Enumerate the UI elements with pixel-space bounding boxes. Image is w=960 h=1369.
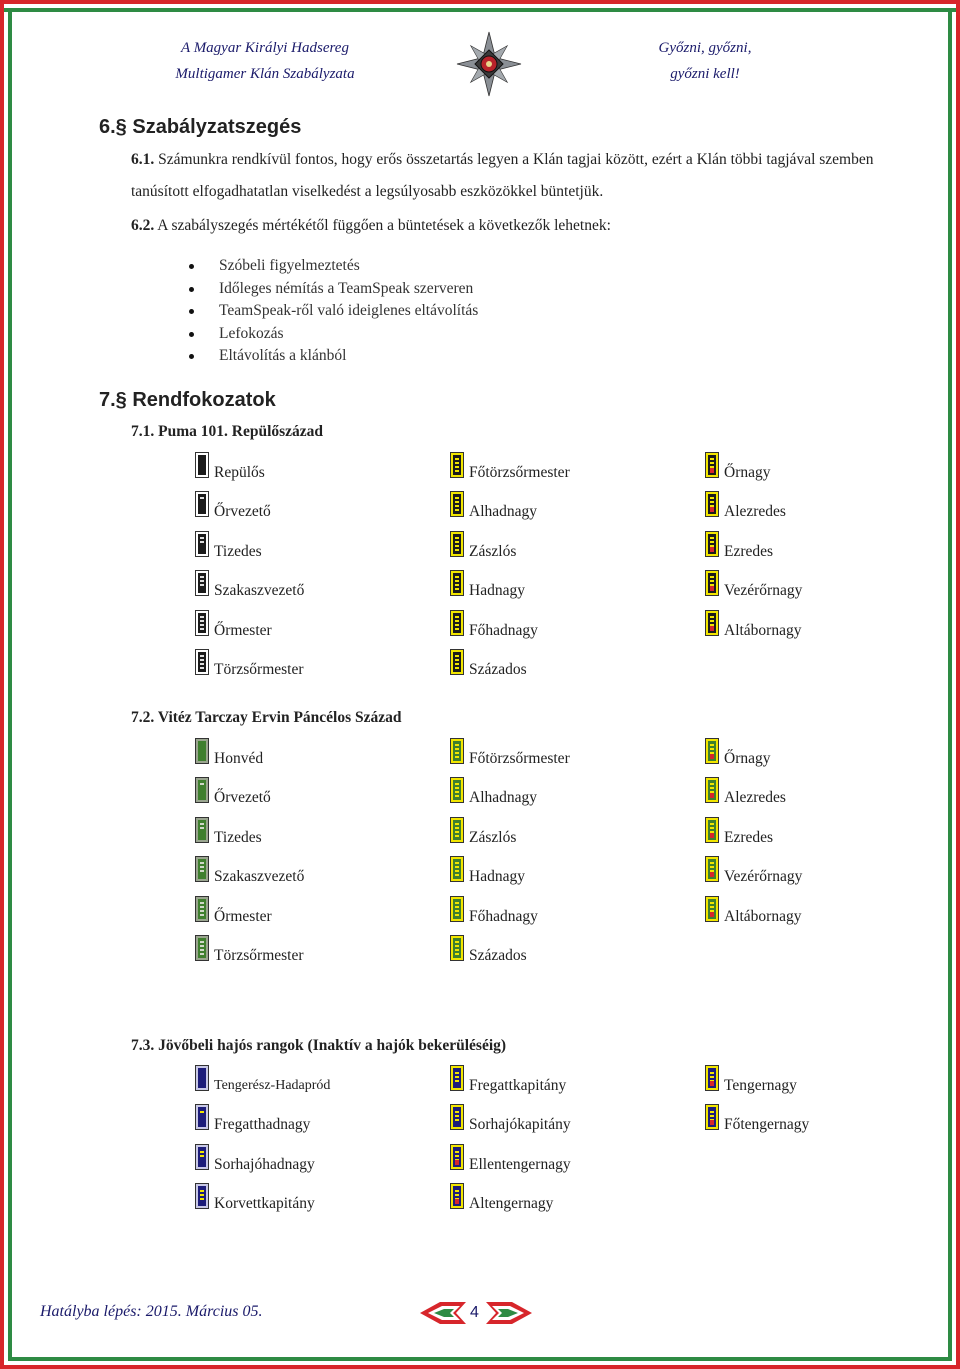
rank-entry [450, 1110, 571, 1134]
header-right [600, 35, 810, 87]
header-org-name: A Magyar Királyi Hadsereg [181, 40, 349, 56]
rank-entry [195, 823, 262, 847]
paragraph-6-1-text: Számunkra rendkívül fontos, hogy erős összetartás legyen a Klán tagjai között, ezért a Klán többi tagjával szemben tanúsított elfogadhatatlan viselkedést a legsúlyosabb eszközökkel büntetjük. [131, 151, 874, 200]
navy-rank-insignia-icon [195, 1104, 209, 1130]
tank-rank-insignia-icon [195, 817, 209, 843]
tank-rank-insignia-icon [450, 817, 464, 843]
air-rank-insignia-icon [450, 491, 464, 517]
rank-entry [195, 744, 263, 768]
list-item: Szóbeli figyelmeztetés [189, 255, 478, 278]
tank-rank-insignia-icon [705, 777, 719, 803]
rank-label: Alezredes [724, 789, 786, 807]
tank-rank-insignia-icon [705, 856, 719, 882]
navy-rank-insignia-icon [195, 1065, 209, 1091]
navy-rank-insignia-icon [705, 1104, 719, 1130]
air-rank-insignia-icon [195, 452, 209, 478]
rank-entry [705, 576, 802, 600]
rank-label: Tengerész-Hadapród [214, 1078, 331, 1093]
header-motto-1: Győzni, győzni, [658, 40, 752, 56]
tank-rank-insignia-icon [195, 896, 209, 922]
rank-entry [705, 537, 773, 561]
penalty-list [189, 255, 478, 368]
header-motto-2: győzni kell! [670, 66, 740, 82]
rank-label: Tizedes [214, 542, 262, 560]
tank-rank-insignia-icon [450, 777, 464, 803]
header-doc-title: Multigamer Klán Szabályzata [175, 66, 355, 82]
rank-entry [450, 783, 537, 807]
rank-label: Vezérőrnagy [724, 582, 803, 600]
rank-entry [705, 823, 773, 847]
header-left [150, 35, 380, 87]
navy-rank-insignia-icon [450, 1065, 464, 1091]
rank-entry [450, 655, 527, 679]
rank-entry [195, 941, 304, 965]
tank-rank-insignia-icon [195, 935, 209, 961]
rank-label: Szakaszvezető [214, 582, 305, 600]
rank-label: Sorhajóhadnagy [214, 1155, 315, 1173]
rank-label: Törzsőrmester [214, 661, 304, 678]
subsection-7-3-title: 7.3. Jövőbeli hajós rangok (Inaktív a hajók bekerüléséig) [131, 1037, 507, 1054]
air-rank-insignia-icon [450, 610, 464, 636]
rank-label: Százados [469, 947, 527, 964]
rank-label: Alezredes [724, 503, 786, 521]
rank-label: Sorhajókapitány [469, 1116, 571, 1134]
rank-entry [450, 1071, 566, 1095]
page-number: 4 [470, 1304, 479, 1321]
rank-entry [705, 862, 802, 886]
rank-entry [705, 1071, 797, 1095]
paragraph-6-2-text: A szabályszegés mértékétől függően a büntetések a következők lehetnek: [157, 217, 611, 234]
rank-label: Korvettkapitány [214, 1195, 315, 1213]
rank-label: Őrvezető [214, 503, 271, 521]
rank-label: Ezredes [724, 828, 774, 846]
rank-label: Szakaszvezető [214, 868, 305, 886]
rank-entry [705, 902, 801, 926]
navy-rank-insignia-icon [450, 1104, 464, 1130]
air-rank-insignia-icon [705, 531, 719, 557]
air-rank-insignia-icon [195, 570, 209, 596]
air-rank-insignia-icon [450, 570, 464, 596]
rank-entry [705, 497, 786, 521]
rank-entry [195, 783, 271, 807]
rank-entry [195, 1150, 315, 1174]
rank-entry [450, 744, 570, 768]
rank-label: Törzsőrmester [214, 947, 304, 964]
rank-label: Tizedes [214, 828, 262, 846]
list-item: TeamSpeak-ről való ideiglenes eltávolítás [189, 300, 478, 323]
air-rank-insignia-icon [705, 610, 719, 636]
air-rank-insignia-icon [450, 531, 464, 557]
rank-entry [195, 1110, 310, 1134]
tank-rank-insignia-icon [705, 817, 719, 843]
rank-label: Hadnagy [469, 582, 525, 600]
tank-rank-insignia-icon [195, 777, 209, 803]
rank-entry [195, 902, 272, 926]
rank-label: Őrnagy [724, 464, 771, 481]
paragraph-6-2 [131, 210, 891, 242]
rank-entry [450, 537, 516, 561]
rank-label: Honvéd [214, 750, 264, 767]
rank-label: Főhadnagy [469, 621, 538, 639]
rank-entry [450, 576, 525, 600]
rank-entry [450, 862, 525, 886]
air-rank-insignia-icon [705, 452, 719, 478]
rank-entry [450, 1189, 553, 1213]
rank-label: Őrmester [214, 621, 272, 639]
rank-label: Százados [469, 661, 527, 678]
air-rank-insignia-icon [450, 649, 464, 675]
rank-label: Főtörzsőrmester [469, 750, 570, 767]
tank-rank-insignia-icon [705, 738, 719, 764]
rank-entry [195, 576, 304, 600]
list-item: Eltávolítás a klánból [189, 345, 478, 368]
paragraph-6-1-number: 6.1. [131, 151, 155, 168]
rank-label: Őrmester [214, 907, 272, 925]
paragraph-6-1 [131, 144, 891, 208]
rank-label: Főtengernagy [724, 1116, 810, 1134]
rank-entry [705, 616, 801, 640]
rank-label: Altábornagy [724, 621, 802, 639]
rank-label: Ellentengernagy [469, 1155, 571, 1173]
rank-label: Tengernagy [724, 1077, 797, 1094]
rank-label: Altábornagy [724, 907, 802, 925]
rank-entry [450, 1150, 571, 1174]
rank-entry [705, 744, 771, 768]
air-rank-insignia-icon [705, 570, 719, 596]
rank-entry [195, 616, 272, 640]
rank-label: Hadnagy [469, 868, 525, 886]
navy-rank-insignia-icon [705, 1065, 719, 1091]
rank-entry [195, 1071, 330, 1095]
section-7-title: 7.§ Rendfokozatok [99, 389, 276, 411]
rank-label: Altengernagy [469, 1195, 554, 1213]
air-rank-insignia-icon [195, 491, 209, 517]
paragraph-6-2-number: 6.2. [131, 217, 155, 234]
navy-rank-insignia-icon [195, 1144, 209, 1170]
navy-rank-insignia-icon [195, 1183, 209, 1209]
rank-entry [450, 902, 538, 926]
rank-label: Fregatthadnagy [214, 1116, 311, 1134]
rank-label: Főtörzsőrmester [469, 464, 570, 481]
rank-entry [705, 783, 786, 807]
rank-label: Főhadnagy [469, 907, 538, 925]
rank-label: Alhadnagy [469, 503, 538, 521]
tank-rank-insignia-icon [450, 935, 464, 961]
list-item: Lefokozás [189, 323, 478, 346]
rank-label: Őrnagy [724, 750, 771, 767]
air-rank-insignia-icon [705, 491, 719, 517]
air-rank-insignia-icon [195, 610, 209, 636]
rank-entry [705, 458, 771, 482]
navy-rank-insignia-icon [450, 1144, 464, 1170]
rank-label: Alhadnagy [469, 789, 538, 807]
air-rank-insignia-icon [195, 649, 209, 675]
air-rank-insignia-icon [195, 531, 209, 557]
rank-label: Repülős [214, 464, 265, 481]
rank-entry [195, 497, 271, 521]
tank-rank-insignia-icon [450, 738, 464, 764]
list-item: Időleges némítás a TeamSpeak szerveren [189, 278, 478, 301]
tank-rank-insignia-icon [450, 856, 464, 882]
rank-entry [450, 823, 516, 847]
tank-rank-insignia-icon [450, 896, 464, 922]
rank-entry [450, 458, 570, 482]
rank-label: Vezérőrnagy [724, 868, 803, 886]
rank-entry [195, 458, 265, 482]
tank-rank-insignia-icon [195, 856, 209, 882]
section-6-title: 6.§ Szabályzatszegés [99, 116, 302, 138]
rank-label: Ezredes [724, 542, 774, 560]
tank-rank-insignia-icon [705, 896, 719, 922]
rank-label: Őrvezető [214, 789, 271, 807]
order-star-emblem-icon [455, 30, 523, 98]
rank-entry [195, 1189, 315, 1213]
rank-label: Zászlós [469, 828, 517, 846]
navy-rank-insignia-icon [450, 1183, 464, 1209]
tank-rank-insignia-icon [195, 738, 209, 764]
subsection-7-1-title: 7.1. Puma 101. Repülőszázad [131, 423, 324, 440]
page-number-badge [420, 1300, 532, 1326]
rank-entry [195, 655, 304, 679]
air-rank-insignia-icon [450, 452, 464, 478]
rank-entry [195, 537, 262, 561]
effective-date: Hatályba lépés: 2015. Március 05. [40, 1303, 263, 1320]
rank-entry [450, 616, 538, 640]
rank-entry [450, 497, 537, 521]
rank-entry [450, 941, 527, 965]
subsection-7-2-title: 7.2. Vitéz Tarczay Ervin Páncélos Század [131, 709, 402, 726]
rank-label: Fregattkapitány [469, 1077, 567, 1094]
rank-entry [705, 1110, 809, 1134]
rank-label: Zászlós [469, 542, 517, 560]
rank-entry [195, 862, 304, 886]
